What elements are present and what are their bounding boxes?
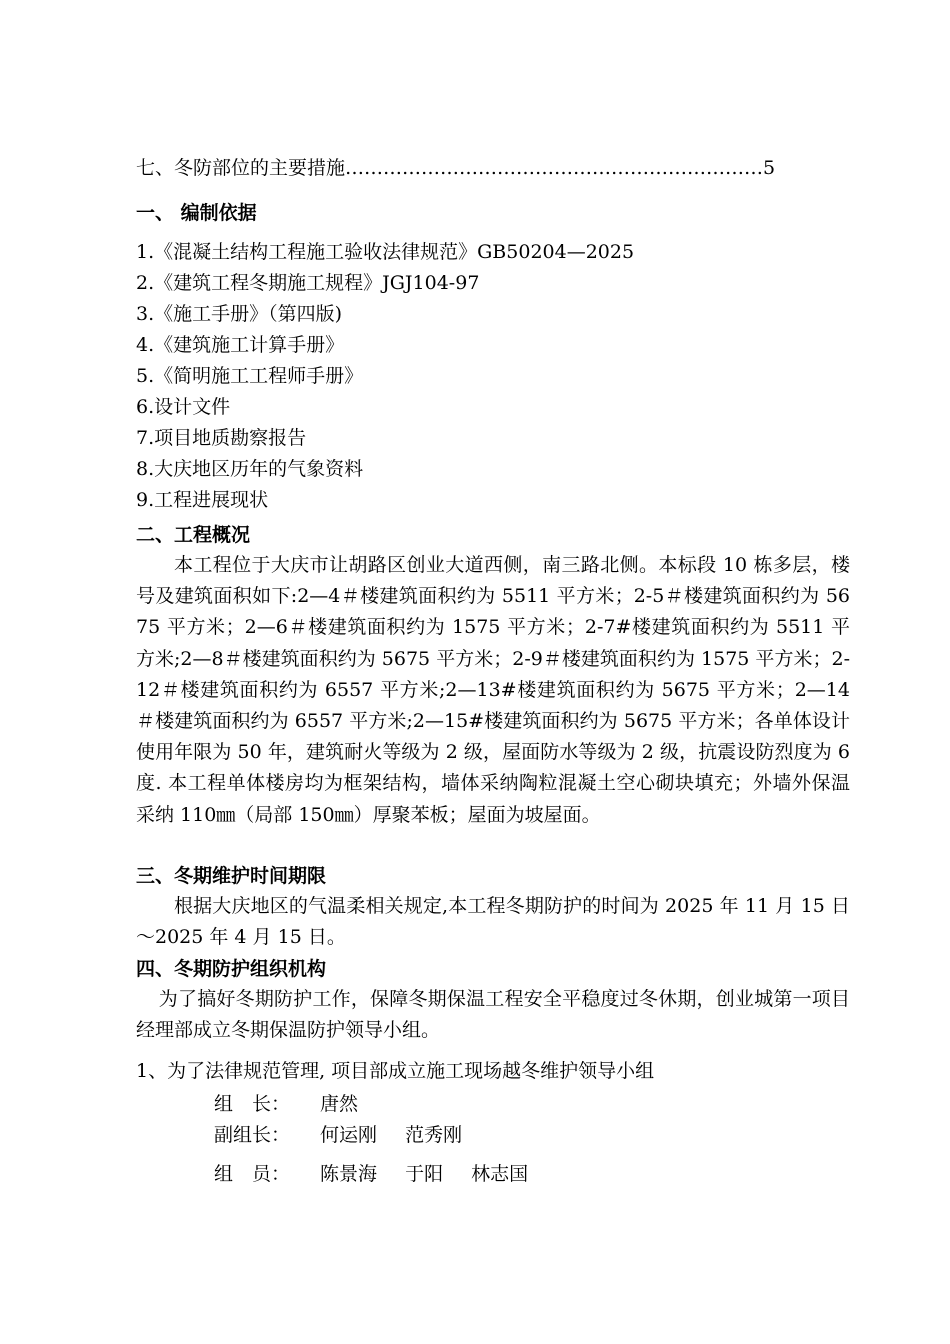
member-role: 副组长： [214, 1124, 291, 1146]
section-basis [136, 198, 850, 516]
list-item: 3.《施工手册》（第四版) [136, 303, 343, 325]
member-role: 组 员： [214, 1163, 291, 1185]
member-name: 范秀刚 [405, 1124, 463, 1146]
member-names [320, 1163, 550, 1185]
section-period [136, 861, 850, 953]
section-heading: 三、冬期维护时间期限 [136, 865, 327, 887]
member-name: 林志国 [471, 1163, 529, 1185]
list-item: 2.《建筑工程冬期施工规程》JGJ104-97 [136, 272, 480, 294]
section-heading: 四、冬期防护组织机构 [136, 958, 327, 980]
member-row-members [214, 1159, 550, 1189]
member-name: 陈景海 [320, 1163, 378, 1185]
body-paragraph: 为了搞好冬期防护工作，保障冬期保温工程安全平稳度过冬休期，创业城第一项目经理部成立冬期保温防护领导小组。 [136, 988, 850, 1042]
member-name: 何运刚 [320, 1124, 378, 1146]
reference-list [136, 237, 850, 516]
list-item: 9.工程进展现状 [136, 489, 269, 511]
toc-leader-dots: ………………………………………………………… [345, 157, 764, 179]
section-overview [136, 520, 850, 831]
body-paragraph: 根据大庆地区的气温柔相关规定,本工程冬期防护的时间为 2025 年 11 月 15 日～2025 年 4 月 15 日。 [136, 895, 850, 949]
section-heading: 一、 编制依据 [136, 202, 257, 224]
sub-item-line: 1、为了法律规范管理, 项目部成立施工现场越冬维护领导小组 [136, 1060, 655, 1083]
list-item: 6.设计文件 [136, 396, 231, 418]
member-name: 唐然 [320, 1093, 359, 1115]
toc-page-number: 5 [763, 157, 776, 179]
member-row-deputy [214, 1120, 484, 1150]
member-names [320, 1124, 484, 1146]
member-name: 于阳 [405, 1163, 444, 1185]
list-item: 1.《混凝土结构工程施工验收法律规范》GB50204—2025 [136, 241, 635, 263]
toc-entry [136, 153, 846, 183]
member-role: 组 长： [214, 1093, 291, 1115]
list-item: 8.大庆地区历年的气象资料 [136, 458, 364, 480]
body-paragraph: 本工程位于大庆市让胡路区创业大道西侧，南三路北侧。本标段 10 栋多层，楼号及建筑面积如下:2—4＃楼建筑面积约为 5511 平方米；2-5＃楼建筑面积约为 5675 平方米；2—6＃楼建筑面积约为 1575 平方米；2-7#楼建筑面积约为 5511 平方米;2—8＃楼建筑面积约为 5675 平方米；2-9＃楼建筑面积约为 1575 平方米；2-12＃楼建筑面积约为 6557 平方米;2—13#楼建筑面积约为 5675 平方米；2—14＃楼建筑面积约为 6557 平方米;2—15#楼建筑面积约为 5675 平方米；各单体设计使用年限为 50 年，建筑耐火等级为 2 级，屋面防水等级为 2 级，抗震设防烈度为 6 度. 本工程单体楼房均为框架结构，墙体采纳陶粒混凝土空心砌块填充；外墙外保温采纳 110㎜（局部 150㎜）厚聚苯板；屋面为坡屋面。 [136, 554, 850, 826]
list-item: 5.《简明施工工程师手册》 [136, 365, 364, 387]
section-heading: 二、工程概况 [136, 524, 251, 546]
section-organization [136, 954, 850, 1087]
list-item: 7.项目地质勘察报告 [136, 427, 307, 449]
member-row-leader [214, 1089, 380, 1119]
list-item: 4.《建筑施工计算手册》 [136, 334, 345, 356]
member-names [320, 1093, 380, 1115]
toc-entry-label: 七、冬防部位的主要措施 [136, 157, 346, 179]
